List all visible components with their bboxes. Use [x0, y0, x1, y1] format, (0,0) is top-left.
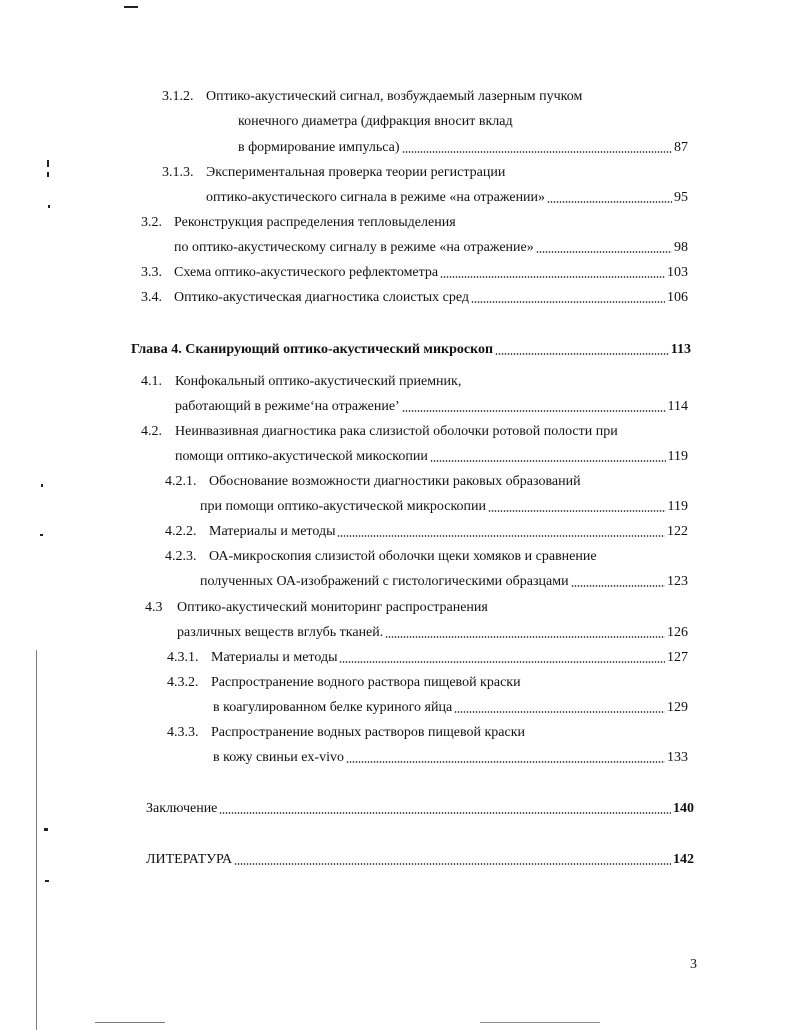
toc-3-1-3-title-line2: оптико-акустического сигнала в режиме «на отражении» [206, 190, 546, 205]
toc-4-2-1-title-line2: при помощи оптико-акустической микроскопии [200, 499, 487, 514]
toc-4-1-number: 4.1. [141, 374, 162, 389]
toc-4-3-3-title-line2: в кожу свиньи ex-vivo [213, 750, 344, 765]
toc-4-2-2-title: Материалы и методы [209, 524, 336, 539]
toc-4-2-1-page: 119 [667, 499, 688, 514]
scan-mark-left-3 [48, 205, 50, 208]
toc-4-3-1-page: 127 [667, 650, 688, 665]
toc-3-1-3-title-line1: Экспериментальная проверка теории регистрации [206, 165, 506, 180]
toc-4-3-3-title-line1: Распространение водных растворов пищевой краски [211, 725, 525, 740]
toc-3-3-title: Схема оптико-акустического рефлектометра [174, 265, 439, 280]
toc-entry-3-1-2[interactable] [238, 139, 688, 157]
toc-chapter-4-page: 113 [670, 342, 691, 357]
toc-chapter-4-title: Глава 4. Сканирующий оптико-акустический микроскоп [131, 342, 494, 357]
toc-4-3-2-number: 4.3.2. [167, 675, 199, 690]
toc-literature-title: ЛИТЕРАТУРА [146, 852, 233, 867]
scan-edge-bottom-2 [480, 1022, 600, 1023]
toc-3-2-number: 3.2. [141, 215, 162, 230]
dot-leader [234, 863, 671, 865]
dot-leader [571, 585, 665, 587]
dot-leader [536, 251, 672, 253]
toc-4-3-3-number: 4.3.3. [167, 725, 199, 740]
toc-literature-page: 142 [673, 852, 694, 867]
toc-4-3-number: 4.3 [145, 600, 163, 615]
toc-entry-chapter-4[interactable] [131, 341, 691, 359]
scan-mark-left-1 [47, 160, 49, 167]
toc-3-4-page: 106 [667, 290, 688, 305]
dot-leader [385, 636, 665, 638]
toc-4-2-1-number: 4.2.1. [165, 474, 197, 489]
toc-4-3-title-line2: различных веществ вглубь тканей. [177, 625, 384, 640]
toc-4-3-2-page: 129 [667, 700, 688, 715]
toc-entry-4-3[interactable] [177, 624, 688, 642]
toc-4-2-number: 4.2. [141, 424, 162, 439]
toc-3-4-title: Оптико-акустическая диагностика слоистых сред [174, 290, 470, 305]
toc-4-2-2-number: 4.2.2. [165, 524, 197, 539]
toc-entry-3-4[interactable] [174, 289, 688, 307]
dot-leader [346, 761, 665, 763]
toc-entry-4-3-1[interactable] [211, 649, 688, 667]
dot-leader [488, 510, 665, 512]
dot-leader [440, 276, 665, 278]
toc-3-1-2-page: 87 [674, 140, 688, 155]
dot-leader [402, 151, 672, 153]
toc-4-2-3-page: 123 [667, 574, 688, 589]
dot-leader [495, 353, 669, 355]
toc-entry-4-2[interactable] [175, 448, 688, 466]
dot-leader [402, 410, 666, 412]
toc-4-3-2-title-line1: Распространение водного раствора пищевой краски [211, 675, 521, 690]
toc-conclusion-page: 140 [673, 801, 694, 816]
toc-4-2-1-title-line1: Обоснование возможности диагностики раковых образований [209, 474, 581, 489]
scan-mark-left-7 [45, 880, 49, 882]
scan-mark-left-4 [41, 484, 43, 487]
toc-4-3-title-line1: Оптико-акустический мониторинг распространения [177, 600, 488, 615]
toc-4-3-1-number: 4.3.1. [167, 650, 199, 665]
scan-mark-left-6 [44, 828, 48, 831]
toc-entry-4-2-2[interactable] [209, 523, 688, 541]
scan-mark-left-2 [47, 172, 49, 177]
dot-leader [337, 535, 665, 537]
toc-3-1-2-title-line2: конечного диаметра (дифракция вносит вклад [238, 114, 513, 129]
dot-leader [430, 460, 666, 462]
toc-entry-4-1[interactable] [175, 398, 688, 416]
toc-entry-3-1-3[interactable] [206, 189, 688, 207]
dot-leader [454, 711, 665, 713]
toc-3-1-2-title-line3: в формирование импульса) [238, 140, 400, 155]
toc-entry-4-2-1[interactable] [200, 498, 688, 516]
page-number: 3 [690, 957, 697, 972]
toc-4-3-page: 126 [667, 625, 688, 640]
scan-edge-left [36, 650, 37, 1030]
toc-4-2-page: 119 [667, 449, 688, 464]
toc-4-2-3-title-line2: полученных ОА-изображений с гистологическими образцами [200, 574, 569, 589]
toc-4-3-3-page: 133 [667, 750, 688, 765]
dot-leader [471, 301, 665, 303]
toc-4-1-title-line1: Конфокальный оптико-акустический приемник, [175, 374, 462, 389]
toc-4-2-title-line2: помощи оптико-акустической микоскопии [175, 449, 428, 464]
toc-4-1-title-line2: работающий в режиме‘на отражение’ [175, 399, 400, 414]
toc-3-1-2-number: 3.1.2. [162, 89, 194, 104]
toc-entry-4-2-3[interactable] [200, 573, 688, 591]
toc-3-2-title-line1: Реконструкция распределения тепловыделения [174, 215, 456, 230]
toc-4-2-3-title-line1: ОА-микроскопия слизистой оболочки щеки хомяков и сравнение [209, 549, 597, 564]
dot-leader [219, 812, 671, 814]
toc-4-3-2-title-line2: в коагулированном белке куриного яйца [213, 700, 453, 715]
toc-4-2-2-page: 122 [667, 524, 688, 539]
toc-entry-3-2[interactable] [174, 239, 688, 257]
toc-3-3-page: 103 [667, 265, 688, 280]
toc-entry-3-3[interactable] [174, 264, 688, 282]
toc-3-1-2-title-line1: Оптико-акустический сигнал, возбуждаемый лазерным пучком [206, 89, 583, 104]
toc-3-1-3-page: 95 [674, 190, 688, 205]
scan-edge-bottom-1 [95, 1022, 165, 1023]
toc-3-4-number: 3.4. [141, 290, 162, 305]
toc-4-1-page: 114 [667, 399, 688, 414]
toc-3-3-number: 3.3. [141, 265, 162, 280]
toc-entry-4-3-2[interactable] [213, 699, 688, 717]
toc-entry-4-3-3[interactable] [213, 749, 688, 767]
dot-leader [547, 201, 672, 203]
dot-leader [339, 661, 665, 663]
toc-3-2-page: 98 [674, 240, 688, 255]
toc-4-2-title-line1: Неинвазивная диагностика рака слизистой оболочки ротовой полости при [175, 424, 618, 439]
scan-mark-left-5 [40, 534, 43, 536]
toc-4-3-1-title: Материалы и методы [211, 650, 338, 665]
toc-4-2-3-number: 4.2.3. [165, 549, 197, 564]
scan-mark-top [124, 6, 138, 8]
toc-3-1-3-number: 3.1.3. [162, 165, 194, 180]
toc-3-2-title-line2: по оптико-акустическому сигналу в режиме «на отражение» [174, 240, 534, 255]
toc-conclusion-title: Заключение [146, 801, 218, 816]
toc-entry-conclusion[interactable] [146, 800, 694, 818]
toc-entry-literature[interactable] [146, 851, 694, 869]
